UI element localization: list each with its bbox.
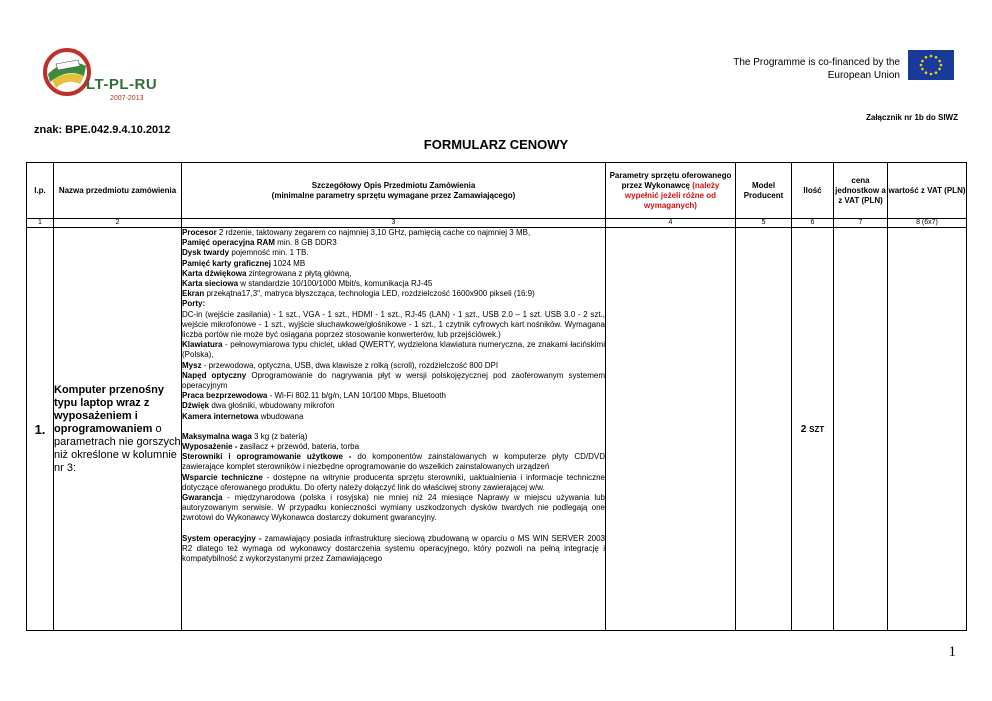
cofinance-note bbox=[730, 56, 900, 82]
row-quantity-unit: SZT bbox=[809, 424, 825, 434]
spec-key: Karta dźwiękowa bbox=[182, 268, 247, 278]
cofinance-line-1: The Programme is co-financed by the bbox=[733, 57, 900, 68]
spec-value: - dostępne na witrynie producenta sprzętu sterowniki, uaktualnienia i informacje techniczne dotyczące oferowanego produktu. Do oferty należy dołączyć link do właściwej strony zawierającej w/w. bbox=[182, 472, 605, 492]
spec-list bbox=[182, 228, 605, 564]
row-quantity bbox=[792, 228, 834, 631]
spec-value: - pełnowymiarowa typu chiclet, układ QWERTY, wydzielona klawiatura numeryczna, ze znakami łacińskimi (Polska), bbox=[182, 340, 605, 360]
annex-label: Załącznik nr 1b do SIWZ bbox=[865, 113, 958, 122]
spec-value: do komponentów zainstalowanych w komputerze płyty CD/DVD zawierające komplet sterowników i niezbędne oprogramowanie do wszelkich zainstalowanych urządzeń bbox=[182, 452, 606, 472]
spec-value: Oprogramowanie do nagrywania płyt w wersji polskojęzycznej pod zaoferowanym systemem operacyjnym bbox=[182, 370, 606, 391]
spec-line bbox=[182, 401, 605, 411]
spec-line bbox=[182, 340, 605, 360]
spec-value: 2 rdzenie, taktowany zegarem co najmniej 3,10 GHz, pamięcią cache co najmniej 3 MB, bbox=[216, 228, 531, 237]
row-item-name-rest: o parametrach nie gorszych niż określone w kolumnie nr 3: bbox=[54, 422, 181, 474]
spec-key: Ekran bbox=[182, 289, 205, 299]
spec-value: zintegrowana z płytą główną, bbox=[246, 268, 352, 278]
spec-value: pojemność min. 1 TB. bbox=[229, 248, 309, 258]
spec-line bbox=[182, 534, 605, 565]
spec-line bbox=[182, 259, 605, 269]
spec-value: asilacz + przewód, bateria, torba bbox=[243, 442, 360, 452]
spec-key: Wyposażenie - z bbox=[182, 442, 244, 452]
spec-key: Porty: bbox=[182, 299, 206, 309]
spec-line bbox=[182, 228, 605, 238]
spec-line bbox=[182, 452, 605, 472]
row-offered-params[interactable] bbox=[606, 228, 736, 631]
spec-line bbox=[182, 279, 605, 289]
spec-value: 1024 MB bbox=[270, 258, 306, 268]
row-specification bbox=[182, 228, 606, 631]
col-number: 5 bbox=[736, 219, 792, 228]
spec-value: - przewodowa, optyczna, USB, dwa klawisze z rolką (scroll), rozdzielczość 800 DPI bbox=[201, 360, 499, 370]
spec-line bbox=[182, 289, 605, 299]
col-header-lp: l.p. bbox=[27, 163, 54, 219]
spec-key: System operacyjny - bbox=[182, 533, 262, 543]
row-model-producent[interactable] bbox=[736, 228, 792, 631]
form-title: FORMULARZ CENOWY bbox=[423, 137, 569, 152]
table-row bbox=[27, 228, 967, 631]
spec-value: min. 8 GB DDR3 bbox=[274, 238, 337, 248]
spec-key: Pamięć operacyjna RAM bbox=[182, 238, 275, 248]
spec-line bbox=[182, 248, 605, 258]
col-header-qty: Ilość bbox=[792, 163, 834, 219]
col-header-value: wartość z VAT (PLN) bbox=[888, 163, 967, 219]
spec-line bbox=[182, 412, 605, 422]
reference-sign: znak: BPE.042.9.4.10.2012 bbox=[34, 124, 171, 136]
col-header-name: Nazwa przedmiotu zamówienia bbox=[54, 163, 182, 219]
column-number-row bbox=[27, 219, 967, 228]
col-number: 4 bbox=[606, 219, 736, 228]
row-item-name bbox=[54, 228, 182, 631]
spec-key: Gwarancja bbox=[182, 493, 223, 503]
spec-key: Procesor bbox=[182, 228, 217, 237]
eu-flag-icon bbox=[908, 50, 954, 80]
spec-line bbox=[182, 310, 605, 341]
col-header-model: Model Producent bbox=[736, 163, 792, 219]
spec-key: Praca bezprzewodowa bbox=[182, 391, 268, 401]
spec-value: wbudowana bbox=[258, 411, 304, 421]
col-header-params-note: (należy wypełnić jeżeli różne od wymaganych) bbox=[624, 180, 720, 210]
spec-key: Dysk twardy bbox=[182, 248, 230, 258]
col-number: 8 (6x7) bbox=[888, 219, 967, 228]
col-number: 1 bbox=[27, 219, 54, 228]
spec-value: 3 kg (z baterią) bbox=[251, 431, 308, 441]
col-header-unit-price: cena jednostkow a z VAT (PLN) bbox=[834, 163, 888, 219]
row-unit-price[interactable] bbox=[834, 228, 888, 631]
spec-value: - międzynarodowa (polska i rosyjska) nie mniej niż 24 miesiące Naprawy w miejscu używania lub autoryzowanym serwisie. W przypadku konieczności wymiany uszkodzonych dysków twardych nie podlegają one zwrotowi do Wykonawcy Wykonawca dostarczy dokument gwarancyjny. bbox=[182, 493, 605, 523]
spec-key: Pamięć karty graficznej bbox=[182, 258, 271, 268]
spec-key: Klawiatura bbox=[182, 340, 223, 350]
col-number: 7 bbox=[834, 219, 888, 228]
spec-key: Sterowniki i oprogramowanie użytkowe - bbox=[182, 452, 352, 462]
spec-key: Napęd optyczny bbox=[182, 370, 247, 380]
spec-key: Kamera internetowa bbox=[182, 411, 259, 421]
col-number: 6 bbox=[792, 219, 834, 228]
logo-years: 2007-2013 bbox=[110, 95, 144, 102]
spec-line bbox=[182, 473, 605, 493]
spec-value: w standardzie 10/100/1000 Mbit/s, komunikacja RJ-45 bbox=[238, 279, 433, 289]
spec-key: Wsparcie techniczne bbox=[182, 472, 263, 482]
row-quantity-number: 2 bbox=[800, 423, 807, 435]
spec-line bbox=[182, 432, 605, 442]
row-item-name-bold: Komputer przenośny typu laptop wraz z wyposażeniem i oprogramowaniem bbox=[54, 383, 165, 435]
spec-line bbox=[182, 299, 605, 309]
row-total-value[interactable] bbox=[888, 228, 967, 631]
spec-line bbox=[182, 269, 605, 279]
spec-key: Dźwięk bbox=[182, 401, 210, 411]
spec-line bbox=[182, 422, 605, 432]
spec-key: Karta sieciowa bbox=[182, 279, 239, 289]
spec-line bbox=[182, 361, 605, 371]
spec-key: Mysz bbox=[182, 360, 202, 370]
col-header-description-line-1: Szczegółowy Opis Przedmiotu Zamówienia bbox=[311, 180, 476, 190]
spec-value: zamawiający posiada infrastrukturę sieciową zbudowaną w oparciu o MS WIN SERVER 2003 R2 dlatego też wymaga od wykonawcy dostarczenia systemu operacyjnego, który pozwoli na pełną integrację i kompatybilność z wykorzystanymi przez Zamawiającego bbox=[182, 533, 606, 564]
spec-line bbox=[182, 524, 605, 534]
spec-value: - Wi-Fi 802.11 b/g/n, LAN 10/100 Mbps, Bluetooth bbox=[267, 391, 446, 401]
spec-value: DC-in (wejście zasilania) - 1 szt., VGA - 1 szt., HDMI - 1 szt., RJ-45 (LAN) - 1 szt., USB 2.0 – 1 szt. USB 3.0 - 2 szt., wejście mikrofonowe - 1 szt., wyjście słuchawkowe/głośnikowe - 1 szt., 1 czytnik cyfrowych kart nośników. Wymagana liczba portów nie może być osiągana poprzez stosowanie konwerterów, lub przejściówek.) bbox=[182, 309, 605, 340]
spec-value: dwa głośniki, wbudowany mikrofon bbox=[209, 401, 335, 411]
page-number: 1 bbox=[948, 644, 956, 660]
col-header-params bbox=[606, 163, 736, 219]
col-header-description bbox=[182, 163, 606, 219]
col-header-description-line-2: (minimalne parametry sprzętu wymagane przez Zamawiającego) bbox=[271, 190, 516, 200]
spec-line bbox=[182, 442, 605, 452]
spec-line bbox=[182, 391, 605, 401]
spec-key: Maksymalna waga bbox=[182, 431, 252, 441]
header-row bbox=[27, 163, 967, 219]
spec-line bbox=[182, 493, 605, 524]
col-number: 2 bbox=[54, 219, 182, 228]
col-header-params-main: Parametry sprzętu oferowanego przez Wykonawcę bbox=[609, 170, 732, 190]
price-form-table bbox=[26, 162, 967, 631]
row-lp: 1. bbox=[27, 228, 54, 631]
logo-name: LT-PL-RU bbox=[86, 76, 158, 93]
col-number: 3 bbox=[182, 219, 606, 228]
spec-line bbox=[182, 238, 605, 248]
spec-value: przekątna17,3", matryca błyszcząca, technologia LED, rozdzielczość 1600x900 pikseli (16:9) bbox=[204, 289, 535, 299]
spec-line bbox=[182, 371, 605, 391]
cofinance-line-2: European Union bbox=[827, 70, 900, 81]
